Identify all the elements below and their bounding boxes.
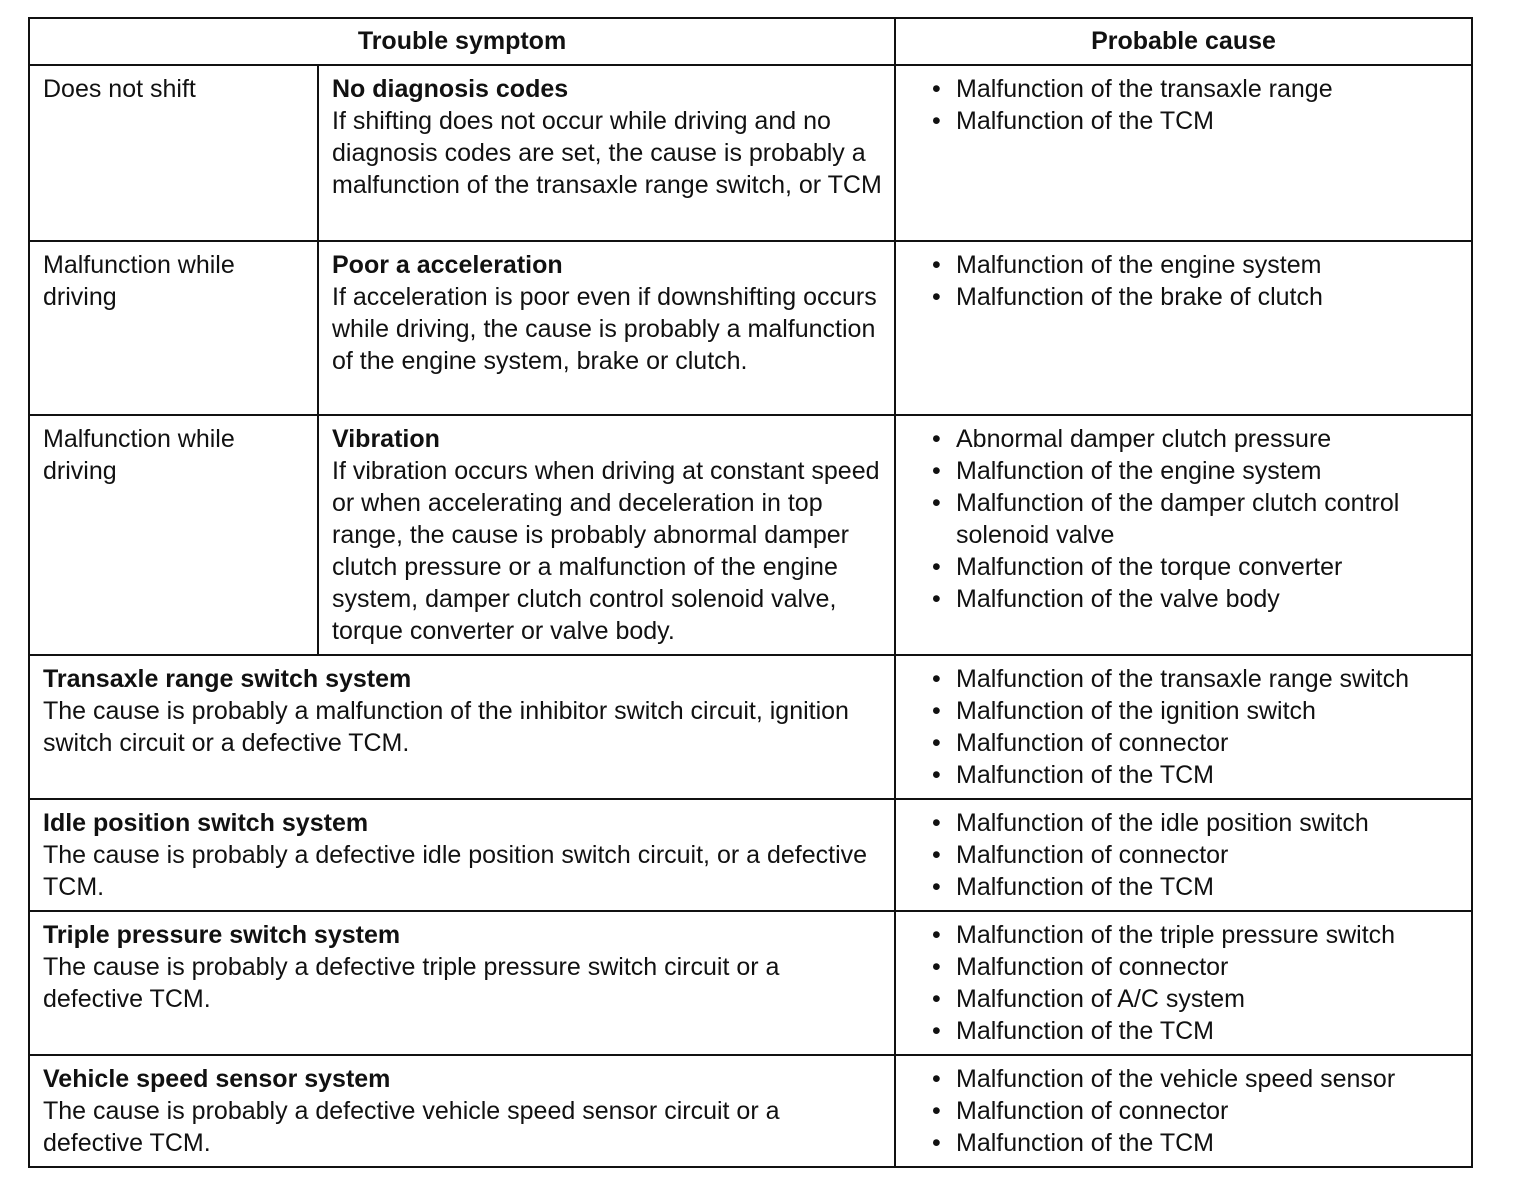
cause-cell [895, 655, 1472, 799]
table-header-row [29, 18, 1472, 65]
symptom-cell: Malfunction while driving [29, 415, 318, 655]
bullet-icon: • [932, 665, 941, 693]
cause-cell [895, 911, 1472, 1055]
cause-list [922, 423, 1459, 615]
bullet-icon: • [932, 553, 941, 581]
condition-description: The cause is probably a defective idle position switch circuit, or a defective TCM. [43, 841, 868, 901]
condition-title: Transaxle range switch system [43, 665, 412, 693]
condition-title: Idle position switch system [43, 809, 369, 837]
table-row [29, 415, 1472, 655]
list-item: • Malfunction of the TCM [932, 1017, 1214, 1045]
list-item: • Malfunction of the ignition switch [932, 697, 1316, 725]
condition-description: If vibration occurs when driving at constant speed or when accelerating and deceleration in top range, the cause is probably abnormal damper clutch pressure or a malfunction of the engine system, damper clutch control solenoid valve, torque converter or valve body. [332, 457, 880, 645]
header-probable-cause: Probable cause [895, 18, 1472, 65]
list-item: • Malfunction of the valve body [932, 585, 1280, 613]
list-item: • Malfunction of the TCM [932, 873, 1214, 901]
bullet-icon: • [932, 107, 941, 135]
cause-list [922, 249, 1459, 313]
condition-description: The cause is probably a malfunction of the inhibitor switch circuit, ignition switch circuit or a defective TCM. [43, 697, 849, 757]
list-item: • Malfunction of connector [932, 729, 1229, 757]
condition-title: Vehicle speed sensor system [43, 1065, 391, 1093]
table-row [29, 1055, 1472, 1167]
list-item: • Malfunction of the transaxle range switch [932, 665, 1410, 693]
condition-description: If acceleration is poor even if downshifting occurs while driving, the cause is probably a malfunction of the engine system, brake or clutch. [332, 283, 877, 375]
cause-cell [895, 415, 1472, 655]
cause-cell [895, 1055, 1472, 1167]
condition-title: No diagnosis codes [332, 75, 569, 103]
list-item: • Malfunction of connector [932, 1097, 1229, 1125]
bullet-icon: • [932, 1097, 941, 1125]
bullet-icon: • [932, 841, 941, 869]
symptom-cell: Malfunction while driving [29, 241, 318, 415]
condition-description: If shifting does not occur while driving and no diagnosis codes are set, the cause is probably a malfunction of the transaxle range switch, or TCM [332, 107, 882, 199]
condition-description: The cause is probably a defective triple pressure switch circuit or a defective TCM. [43, 953, 780, 1013]
list-item: • Malfunction of the engine system [932, 457, 1322, 485]
list-item: • Malfunction of connector [932, 953, 1229, 981]
list-item: • Malfunction of the idle position switch [932, 809, 1369, 837]
condition-cell [318, 415, 895, 655]
list-item: • Malfunction of the vehicle speed sensor [932, 1065, 1396, 1093]
list-item: • Malfunction of A/C system [932, 985, 1246, 1013]
condition-title: Poor a acceleration [332, 251, 563, 279]
cause-cell [895, 241, 1472, 415]
table-row [29, 911, 1472, 1055]
bullet-icon: • [932, 425, 941, 453]
condition-description: The cause is probably a defective vehicle speed sensor circuit or a defective TCM. [43, 1097, 780, 1157]
list-item: • Malfunction of the triple pressure switch [932, 921, 1396, 949]
list-item: • Malfunction of the transaxle range [932, 75, 1333, 103]
cause-list [922, 73, 1459, 137]
condition-cell [318, 65, 895, 241]
list-item: • Malfunction of the damper clutch control solenoid valve [932, 489, 1400, 549]
list-item: • Malfunction of the TCM [932, 761, 1214, 789]
cause-cell [895, 799, 1472, 911]
bullet-icon: • [932, 809, 941, 837]
condition-cell [318, 241, 895, 415]
condition-title: Triple pressure switch system [43, 921, 401, 949]
bullet-icon: • [932, 283, 941, 311]
bullet-icon: • [932, 697, 941, 725]
list-item: • Malfunction of connector [932, 841, 1229, 869]
trouble-symptom-table [28, 17, 1473, 1168]
header-trouble-symptom: Trouble symptom [29, 18, 895, 65]
cause-list [922, 807, 1459, 903]
bullet-icon: • [932, 873, 941, 901]
bullet-icon: • [932, 1129, 941, 1157]
condition-title: Vibration [332, 425, 440, 453]
bullet-icon: • [932, 985, 941, 1013]
condition-cell [29, 911, 895, 1055]
bullet-icon: • [932, 489, 941, 517]
list-item: • Malfunction of the brake of clutch [932, 283, 1323, 311]
table-row [29, 655, 1472, 799]
bullet-icon: • [932, 921, 941, 949]
list-item: • Malfunction of the torque converter [932, 553, 1343, 581]
condition-cell [29, 1055, 895, 1167]
cause-list [922, 663, 1459, 791]
bullet-icon: • [932, 457, 941, 485]
list-item: • Abnormal damper clutch pressure [932, 425, 1332, 453]
bullet-icon: • [932, 75, 941, 103]
condition-cell [29, 799, 895, 911]
bullet-icon: • [932, 953, 941, 981]
table-row [29, 241, 1472, 415]
condition-cell [29, 655, 895, 799]
bullet-icon: • [932, 1017, 941, 1045]
symptom-cell: Does not shift [29, 65, 318, 241]
table-row [29, 799, 1472, 911]
cause-cell [895, 65, 1472, 241]
cause-list [922, 919, 1459, 1047]
list-item: • Malfunction of the engine system [932, 251, 1322, 279]
bullet-icon: • [932, 585, 941, 613]
list-item: • Malfunction of the TCM [932, 1129, 1214, 1157]
cause-list [922, 1063, 1459, 1159]
bullet-icon: • [932, 761, 941, 789]
list-item: • Malfunction of the TCM [932, 107, 1214, 135]
bullet-icon: • [932, 1065, 941, 1093]
bullet-icon: • [932, 251, 941, 279]
table-row [29, 65, 1472, 241]
bullet-icon: • [932, 729, 941, 757]
